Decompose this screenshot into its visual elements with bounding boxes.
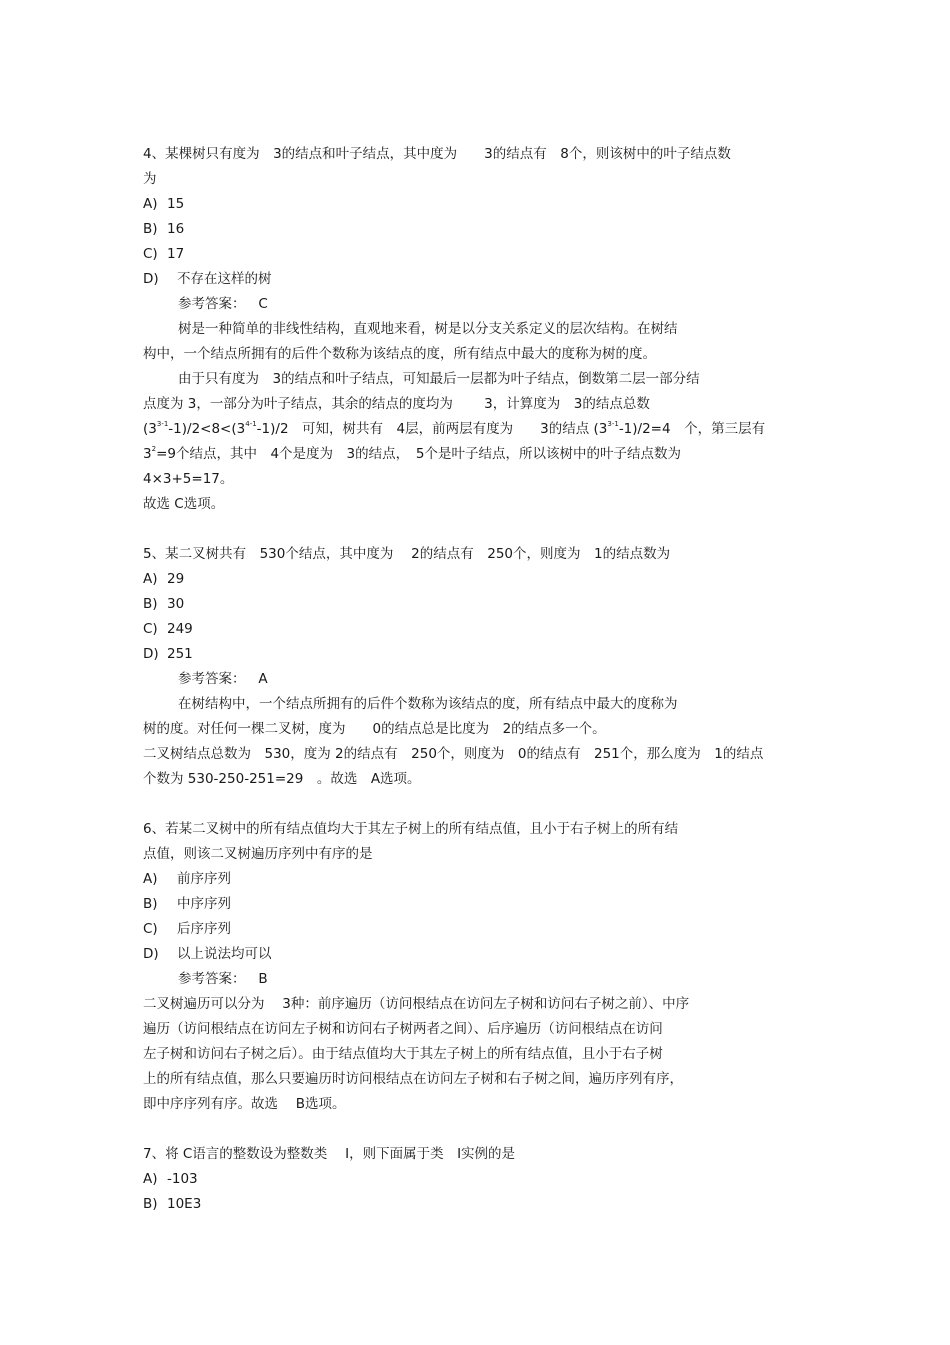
q5-answer: 参考答案： A [178,671,268,687]
q5-explanation-line1: 在树结构中，一个结点所拥有的后件个数称为该结点的度，所有结点中最大的度称为 [178,696,678,712]
q4-explanation-line1: 树是一种简单的非线性结构，直观地来看，树是以分支关系定义的层次结构。在树结 [178,321,678,337]
q4-explanation-line5: $(3^{3-1}-1)/2<8<(3^{4-1}-1)/2$ 可知，树共有 4层，前两层有度为 3的结点 $(3^{3-1}-1)/2=4$ 个，第三层有 [143,420,766,437]
q5-option-b: B) 30 [143,596,185,612]
q6-explanation-line3: 左子树和访问右子树之后）。由于结点值均大于其左子树上的所有结点值，且小于右子树 [143,1046,663,1062]
q7-option-a: A) -103 [143,1171,198,1187]
q5-explanation-line2: 树的度。对任何一棵二叉树，度为 0的结点总是比度为 2的结点多一个。 [143,721,606,737]
q6-explanation-line2: 遍历（访问根结点在访问左子树和访问右子树两者之间）、后序遍历（访问根结点在访问 [143,1021,663,1037]
q5-option-d: D) 251 [143,646,193,662]
q6-stem-line2: 点值，则该二叉树遍历序列中有序的是 [143,846,373,862]
q4-option-c: C) 17 [143,246,185,262]
q4-stem-line2: 为 [143,171,157,187]
q5-explanation-line3: 二叉树结点总数为 530，度为 2的结点有 250个，则度为 0的结点有 251个，那么度为 1的结点 [143,746,764,762]
q7-option-b: B) 10E3 [143,1196,202,1212]
q6-option-a: A) 前序序列 [143,871,231,887]
q6-option-b: B) 中序序列 [143,896,231,912]
q5-stem-line1: 5、某二叉树共有 530个结点，其中度为 2的结点有 250个，则度为 1的结点数为 [143,546,671,562]
q6-answer: 参考答案： B [178,971,268,987]
q6-explanation-line5: 即中序序列有序。故选 B选项。 [143,1096,346,1112]
q4-option-d: D) 不存在这样的树 [143,271,272,287]
q4-answer: 参考答案： C [178,296,268,312]
q4-option-b: B) 16 [143,221,185,237]
q4-stem-line1: 4、某棵树只有度为 3的结点和叶子结点，其中度为 3的结点有 8个，则该树中的叶子结点数 [143,146,731,162]
q6-explanation-line1: 二叉树遍历可以分为 3种：前序遍历（访问根结点在访问左子树和访问右子树之前）、中序 [143,996,690,1012]
q5-explanation-line4: 个数为 530-250-251=29 。故选 A选项。 [143,771,421,787]
q6-option-d: D) 以上说法均可以 [143,946,272,962]
q5-option-c: C) 249 [143,621,193,637]
q5-option-a: A) 29 [143,571,185,587]
q4-explanation-line4: 点度为 3，一部分为叶子结点，其余的结点的度均为 3，计算度为 3的结点总数 [143,396,650,412]
q4-explanation-line2: 构中，一个结点所拥有的后件个数称为该结点的度，所有结点中最大的度称为树的度。 [143,346,656,362]
q4-explanation-line6: $3^2=9$个结点，其中 4个是度为 3的结点， 5个是叶子结点，所以该树中的叶子结点数为 [143,445,681,462]
q7-stem-line1: 7、将 C语言的整数设为整数类 I，则下面属于类 I实例的是 [143,1146,516,1162]
q4-explanation-line8: 故选 C选项。 [143,496,225,512]
q4-explanation-line7: 4×3+5=17。 [143,471,234,487]
q4-option-a: A) 15 [143,196,185,212]
q6-option-c: C) 后序序列 [143,921,231,937]
q4-explanation-line3: 由于只有度为 3的结点和叶子结点，可知最后一层都为叶子结点，倒数第二层一部分结 [178,371,700,387]
q6-explanation-line4: 上的所有结点值，那么只要遍历时访问根结点在访问左子树和右子树之间，遍历序列有序， [143,1071,683,1087]
q6-stem-line1: 6、若某二叉树中的所有结点值均大于其左子树上的所有结点值，且小于右子树上的所有结 [143,821,679,837]
